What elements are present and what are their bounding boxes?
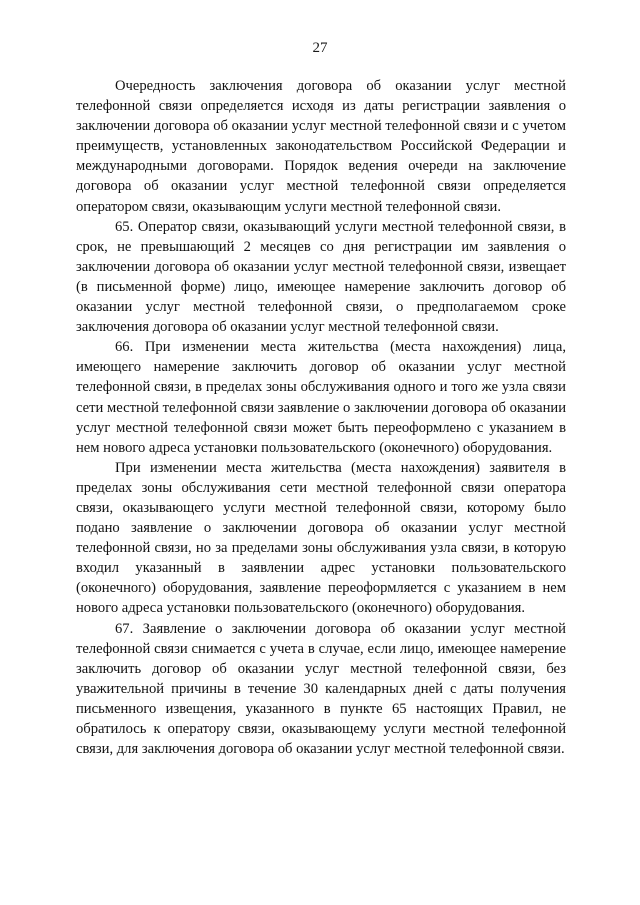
paragraph-65: 65. Оператор связи, оказывающий услуги местной телефонной связи, в срок, не превышающий 2 месяцев со дня регистрации им заявления о заключении договора об оказании услуг местной телефонной связи, извещает (в письменной форме) лицо, имеющее намерение заключить договор об оказании услуг местной телефонной связи, о предполагаемом сроке заключения договора об оказании услуг местной телефонной связи. (76, 218, 566, 336)
paragraph-66: 66. При изменении места жительства (места нахождения) лица, имеющего намерение заключить договор об оказании услуг местной телефонной связи, в пределах зоны обслуживания одного и того же узла связи сети местной телефонной связи заявление о заключении договора об оказании услуг местной телефонной связи может быть переоформлено с указанием в нем нового адреса установки пользовательского (оконечного) оборудования. (76, 339, 566, 456)
paragraph-66-continued: При изменении места жительства (места нахождения) заявителя в пределах зоны обслуживания сети местной телефонной связи оператора связи, оказывающего услуги местной телефонной связи, которому было подано заявление о заключении договора об оказании услуг местной телефонной связи, но за пределами зоны обслуживания узла связи, в которую входил указанный в заявлении адрес установки пользовательского (оконечного) оборудования, заявление переоформляется с указанием в нем нового адреса установки пользовательского (оконечного) оборудования. (76, 459, 566, 617)
paragraph-queue-order: Очередность заключения договора об оказании услуг местной телефонной связи определяется исходя из даты регистрации заявления о заключении договора об оказании услуг местной телефонной связи и с учетом преимуществ, установленных законодательством Российской Федерации и международными договорами. Порядок ведения очереди на заключение договора об оказании услуг местной телефонной связи определяется оператором связи, оказывающим услуги местной телефонной связи. (76, 78, 566, 215)
paragraph-67: 67. Заявление о заключении договора об оказании услуг местной телефонной связи снимается с учета в случае, если лицо, имеющее намерение заключить договор об оказании услуг местной телефонной связи, без уважительной причины в течение 30 календарных дней с даты получения письменного извещения, указанного в пункте 65 настоящих Правил, не обратилось к оператору связи, оказывающему услуги местной телефонной связи, для заключения договора об оказании услуг местной телефонной связи. (76, 620, 566, 758)
page-number: 27 (312, 40, 328, 56)
document-body (76, 76, 566, 759)
